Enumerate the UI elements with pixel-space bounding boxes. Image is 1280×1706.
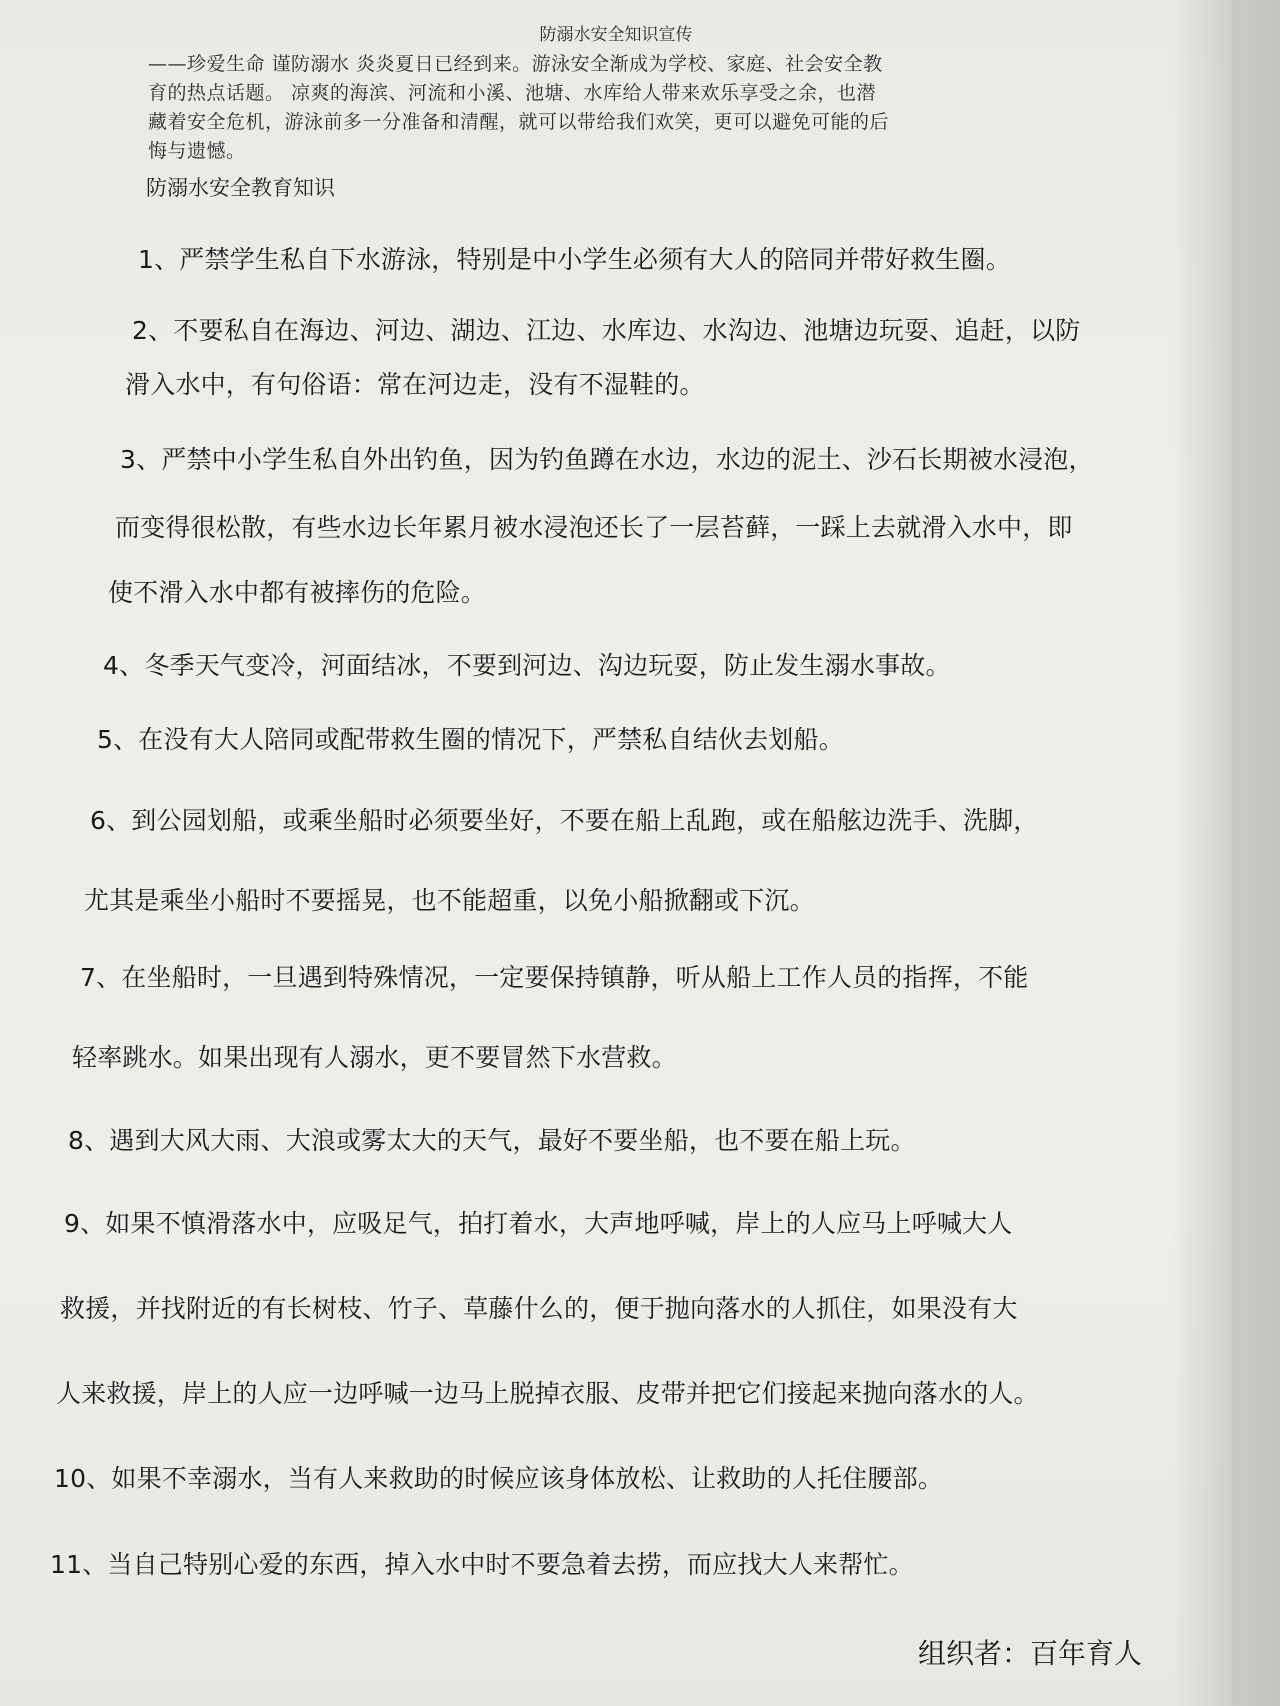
section-heading: 防溺水安全教育知识 [146,176,335,200]
intro-paragraph [148,50,1108,166]
rule-line: 5、在没有大人陪同或配带救生圈的情况下，严禁私自结伙去划船。 [97,725,844,754]
rule-line: 救援，并找附近的有长树枝、竹子、草藤什么的，便于抛向落水的人抓住，如果没有大 [60,1294,1018,1323]
rule-line: 而变得很松散，有些水边长年累月被水浸泡还长了一层苔藓，一踩上去就滑入水中，即 [115,513,1073,542]
rule-line: 2、不要私自在海边、河边、湖边、江边、水库边、水沟边、池塘边玩耍、追赶，以防 [132,316,1081,345]
rule-line: 3、严禁中小学生私自外出钓鱼，因为钓鱼蹲在水边，水边的泥土、沙石长期被水浸泡， [120,445,1094,474]
document-title: 防溺水安全知识宣传 [539,25,693,45]
rule-line: 6、到公园划船，或乘坐船时必须要坐好，不要在船上乱跑，或在船舷边洗手、洗脚， [90,806,1039,835]
intro-line: 育的热点话题。 凉爽的海滨、河流和小溪、池塘、水库给人带来欢乐享受之余，也潜 [148,82,877,104]
rule-line: 尤其是乘坐小船时不要摇晃，也不能超重，以免小船掀翻或下沉。 [84,886,815,915]
rule-line: 1、严禁学生私自下水游泳，特别是中小学生必须有大人的陪同并带好救生圈。 [138,245,1011,274]
rule-line: 4、冬季天气变冷，河面结冰，不要到河边、沟边玩耍，防止发生溺水事故。 [103,651,951,680]
rule-line: 11、当自己特别心爱的东西，掉入水中时不要急着去捞，而应找大人来帮忙。 [50,1550,914,1579]
intro-line: 悔与遗憾。 [148,140,246,162]
rule-line: 使不滑入水中都有被摔伤的危险。 [108,578,487,607]
organizer-signature: 组织者：百年育人 [918,1637,1143,1670]
rule-line: 轻率跳水。如果出现有人溺水，更不要冒然下水营救。 [72,1043,677,1072]
rule-line: 7、在坐船时，一旦遇到特殊情况，一定要保持镇静，听从船上工作人员的指挥，不能 [80,963,1029,992]
intro-line: 藏着安全危机，游泳前多一分准备和清醒，就可以带给我们欢笑，更可以避免可能的后 [148,111,890,133]
rule-line: 滑入水中，有句俗语：常在河边走，没有不湿鞋的。 [125,370,705,399]
intro-line: ——珍爱生命 谨防溺水 炎炎夏日已经到来。游泳安全渐成为学校、家庭、社会安全教 [148,53,883,75]
rule-line: 10、如果不幸溺水，当有人来救助的时候应该身体放松、让救助的人托住腰部。 [54,1464,944,1493]
rule-line: 9、如果不慎滑落水中，应吸足气，拍打着水，大声地呼喊，岸上的人应马上呼喊大人 [64,1209,1013,1238]
rule-line: 8、遇到大风大雨、大浪或雾太大的天气，最好不要坐船，也不要在船上玩。 [68,1126,916,1155]
rule-line: 人来救援，岸上的人应一边呼喊一边马上脱掉衣服、皮带并把它们接起来抛向落水的人。 [56,1379,1039,1408]
